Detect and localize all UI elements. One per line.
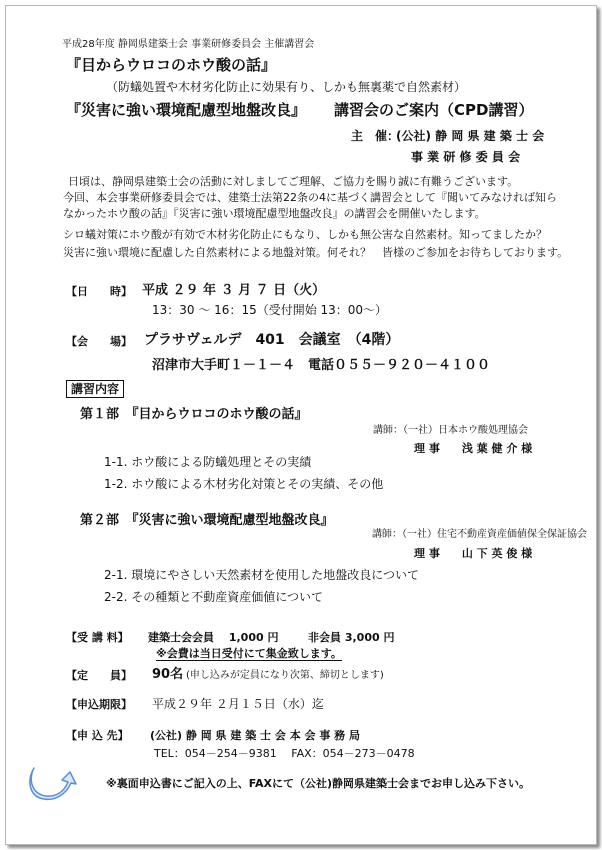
title-seminar-guide: 講習会のご案内（CPD講習） [334, 101, 534, 119]
sponsor-name: (公社) 静 岡 県 建 築 士 会 [396, 129, 545, 143]
contact-org: (公社) 静 岡 県 建 築 士 会 本 会 事 務 局 [150, 729, 361, 742]
intro-line: 日頃は、静岡県建築士会の活動に対しましてご理解、ご協力を賜り誠に有難うございます。 [68, 175, 519, 188]
page-curl-arrow-icon [26, 764, 78, 802]
fee-nonmember: 非会員 3,000 円 [308, 631, 395, 644]
part1-item: 1-2. ホウ酸による木材劣化対策とその実績、その他 [104, 477, 384, 491]
part1-lecturer-name: 理 事 浅 葉 健 介 様 [414, 442, 533, 455]
intro-line: 災害に強い環境に配慮した自然素材による地盤対策。何それ？ 皆様のご参加をお待ちしております。 [63, 246, 569, 259]
title-boric-acid-subtitle: （防蟻処置や木材劣化防止に効果有り、しかも無裏薬で自然素材） [106, 80, 467, 94]
fee-note: ※会費は当日受付にて集金致します。 [156, 647, 342, 660]
part1-title: 第１部 『目からウロコのホウ酸の話』 [80, 407, 308, 422]
intro-line: なかったホウ酸の話』『災害に強い環境配慮型地盤改良』の講習会を開催いたします。 [63, 207, 486, 220]
footer-note: ※裏面申込書にご記入の上、FAXにて（公社)静岡県建築士会までお申し込み下さい。 [106, 777, 530, 790]
organizer-line: 平成28年度 静岡県建築士会 事業研修委員会 主催講習会 [62, 39, 315, 50]
capacity-value: 90名 [152, 667, 184, 682]
datetime-time: 13：30 ～ 16：15（受付開始 13：00～） [152, 303, 388, 317]
content-heading: 講習内容 [66, 380, 124, 398]
document-page [5, 5, 597, 845]
title-boric-acid: 『目からウロコのホウ酸の話』 [66, 56, 277, 74]
fee-label: 【受 講 料】 [66, 631, 129, 644]
part2-lecturer-name: 理 事 山 下 英 俊 様 [414, 547, 533, 560]
capacity-note: (申し込みが定員になり次第、締切とします) [186, 670, 384, 681]
part2-title: 第２部 『災害に強い環境配慮型地盤改良』 [80, 513, 334, 528]
datetime-label: 【日 時】 [66, 285, 132, 298]
deadline-value: 平成２９年 ２月１５日（水）迄 [152, 697, 324, 711]
capacity-label: 【定 員】 [66, 669, 132, 682]
venue-label: 【会 場】 [66, 335, 132, 348]
part2-item: 2-1. 環境にやさしい天然素材を使用した地盤改良について [104, 568, 419, 582]
part1-lecturer: 講師：（一社）日本ホウ酸処理協会 [373, 425, 528, 436]
venue-address: 沼津市大手町１－１－４ 電話０５５－９２０－４１００ [152, 358, 491, 373]
venue-name: プラサヴェルデ 401 会議室 （4階） [144, 332, 400, 348]
part2-item: 2-2. その種類と不動産資産価値について [104, 590, 323, 604]
intro-line: シロ蟻対策にホウ酸が有効で木材劣化防止にもなり、しかも無公害な自然素材。知ってましたか？ [63, 228, 547, 241]
part2-lecturer: 講師：（一社）住宅不動産資産価値保全保証協会 [372, 529, 587, 540]
contact-label: 【申 込 先】 [66, 729, 129, 742]
fee-member: 建築士会会員 1,000 円 [148, 631, 279, 644]
sponsor-committee: 事 業 研 修 委 員 会 [411, 150, 521, 164]
deadline-label: 【申込期限】 [66, 698, 132, 711]
title-ground-improvement: 『災害に強い環境配慮型地盤改良』 [66, 101, 307, 119]
intro-line: 今回、本会事業研修委員会では、建築士法第22条の4に基づく講習会として『聞いてみなければ知ら [63, 191, 557, 204]
sponsor-label: 主 催： [351, 129, 400, 143]
datetime-date: 平成 ２９ 年 ３ 月 ７ 日（火） [142, 283, 326, 298]
contact-phone: TEL：054－254－9381 FAX：054－273－0478 [154, 747, 415, 760]
part1-item: 1-1. ホウ酸による防蟻処理とその実績 [104, 455, 312, 469]
